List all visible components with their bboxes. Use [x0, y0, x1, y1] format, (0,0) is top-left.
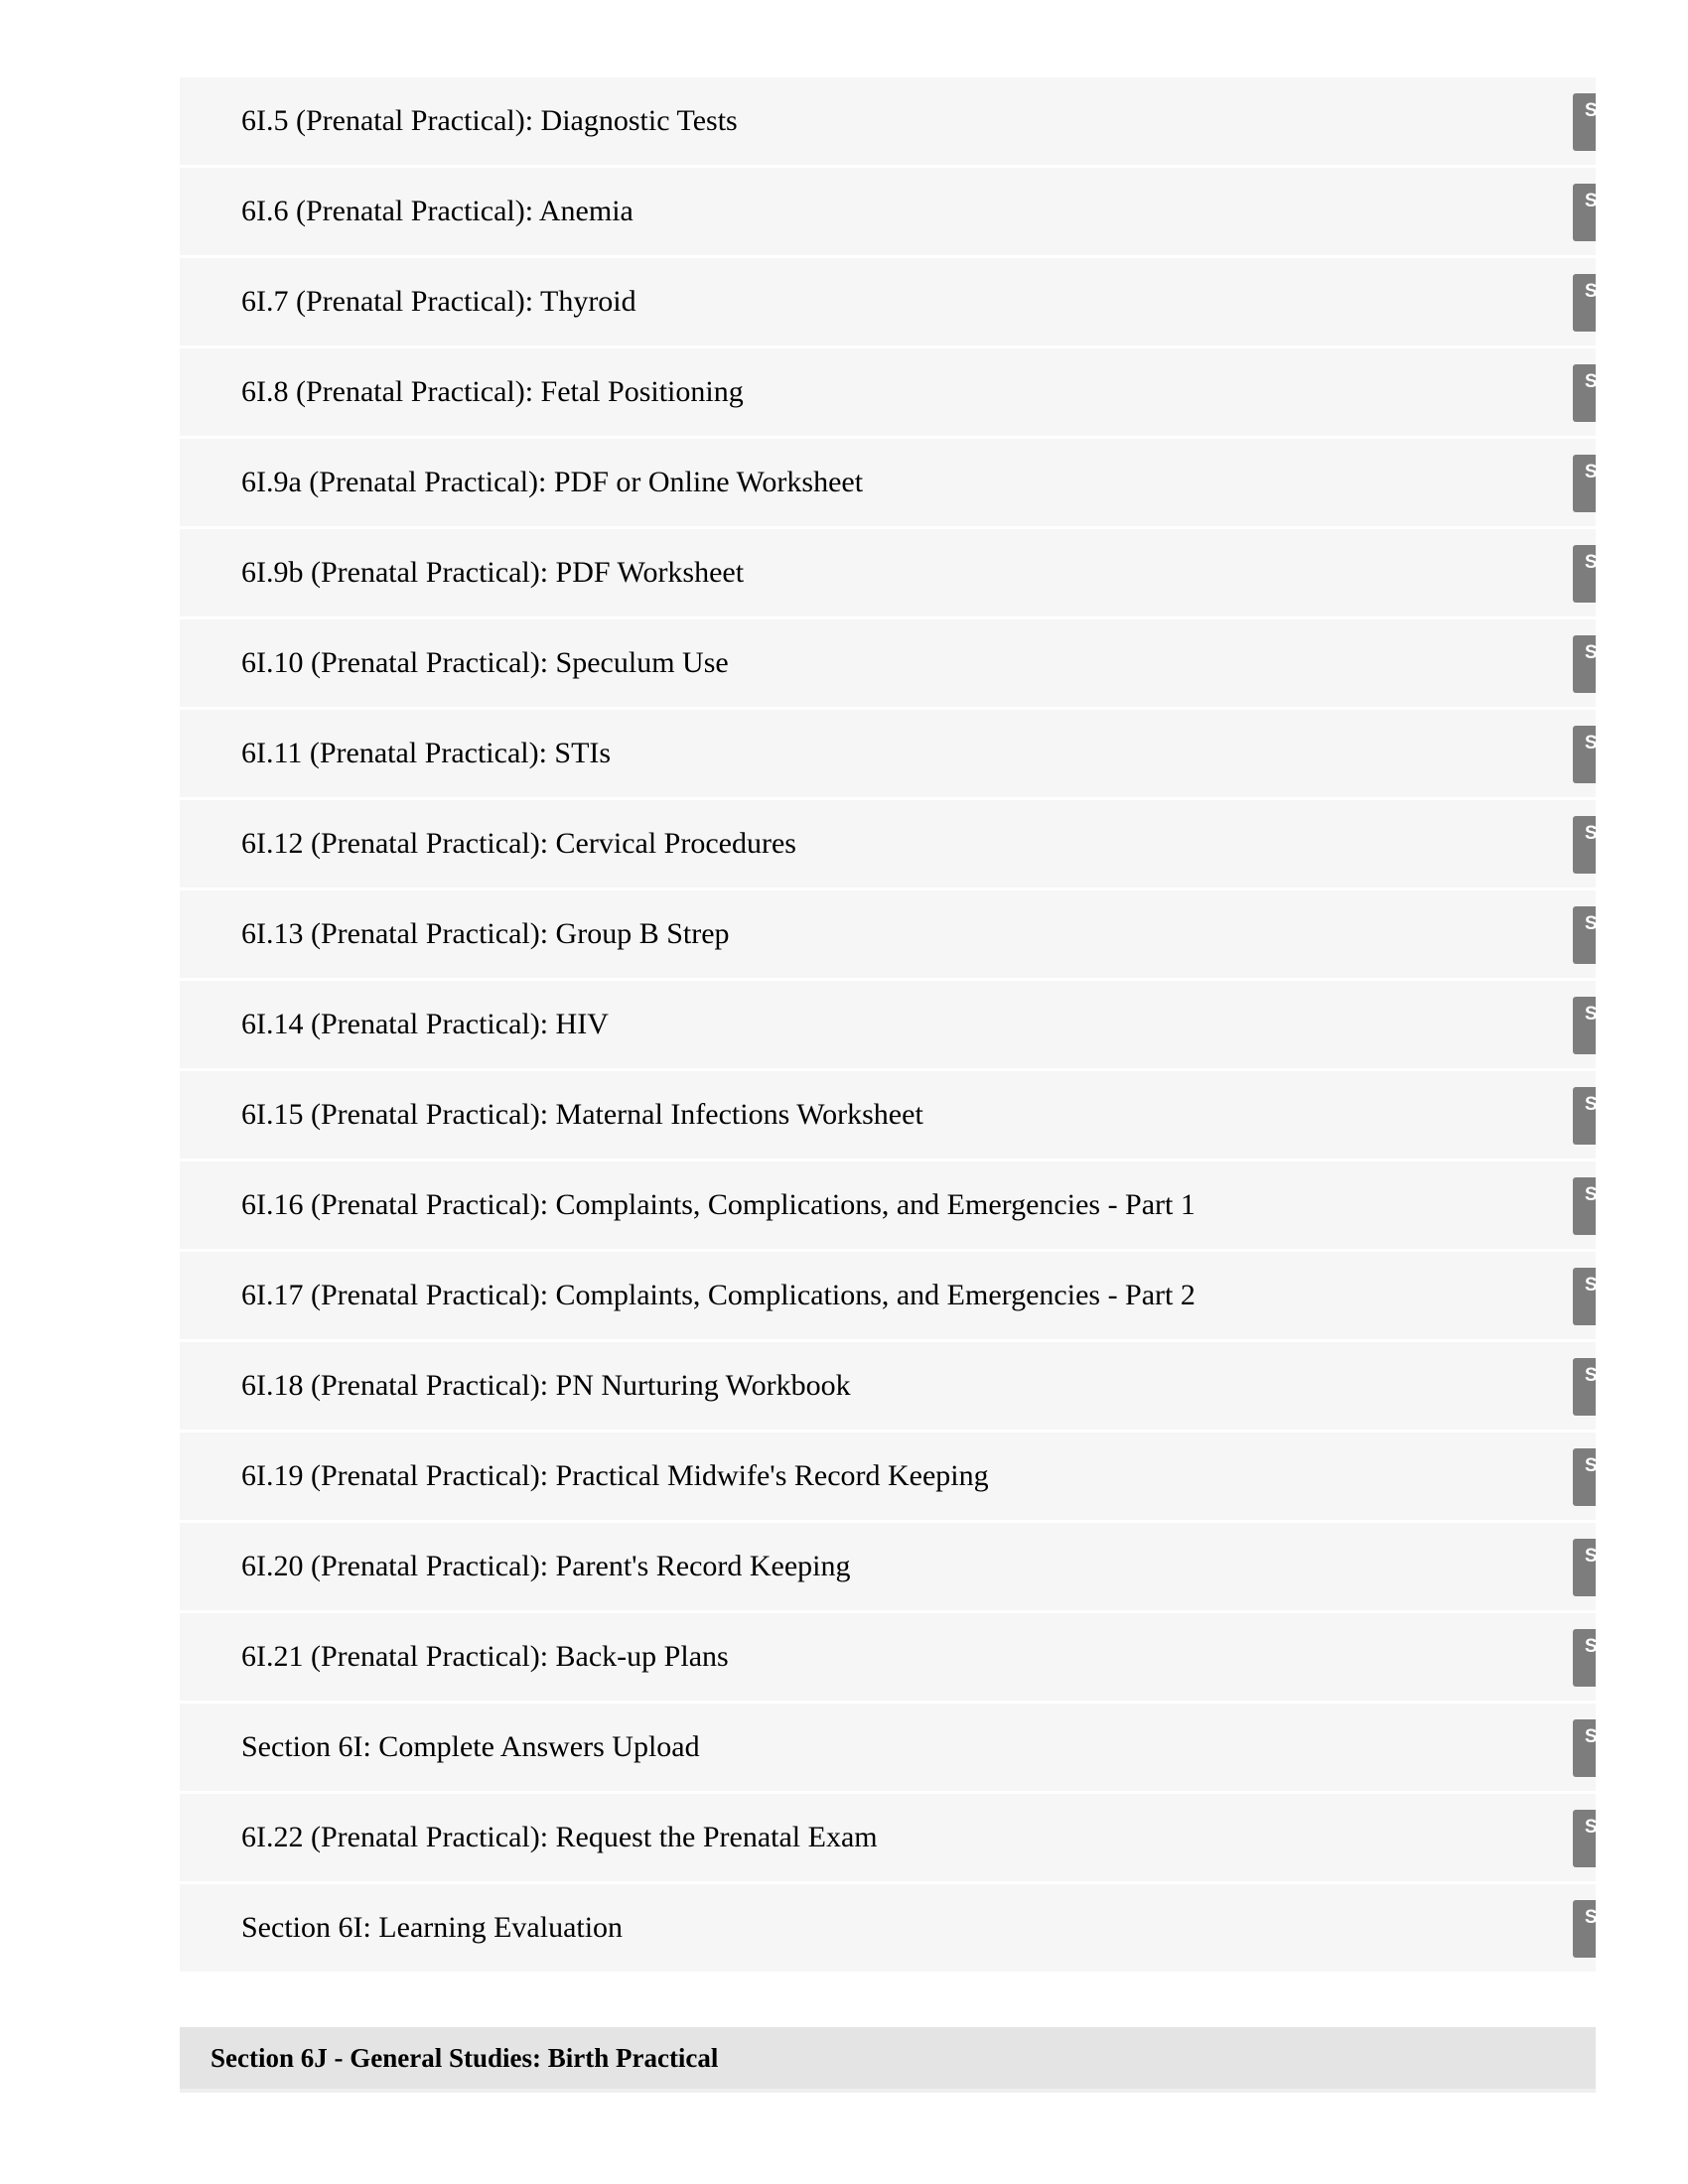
lesson-title: 6I.21 (Prenatal Practical): Back-up Plans — [241, 1640, 729, 1673]
start-button[interactable] — [1573, 184, 1628, 241]
start-button-label: Start — [1585, 642, 1628, 663]
lesson-row[interactable] — [180, 981, 1628, 1071]
start-button[interactable] — [1573, 545, 1628, 603]
start-button-label: Start — [1585, 1184, 1628, 1205]
lesson-row[interactable] — [180, 1794, 1628, 1884]
start-button[interactable] — [1573, 726, 1628, 783]
start-button[interactable] — [1573, 1719, 1628, 1777]
start-button[interactable] — [1573, 1358, 1628, 1416]
lesson-row[interactable] — [180, 1704, 1628, 1794]
lesson-title: 6I.15 (Prenatal Practical): Maternal Infections Worksheet — [241, 1098, 923, 1131]
lesson-row[interactable] — [180, 1071, 1628, 1161]
lesson-title: 6I.18 (Prenatal Practical): PN Nurturing Workbook — [241, 1369, 851, 1402]
lesson-row[interactable] — [180, 168, 1628, 258]
lesson-row[interactable] — [180, 1252, 1628, 1342]
start-button[interactable] — [1573, 1629, 1628, 1687]
start-button[interactable] — [1573, 93, 1628, 151]
start-button[interactable] — [1573, 997, 1628, 1054]
lesson-title: 6I.9a (Prenatal Practical): PDF or Online Worksheet — [241, 466, 864, 498]
start-button[interactable] — [1573, 455, 1628, 512]
lesson-title: 6I.17 (Prenatal Practical): Complaints, Complications, and Emergencies - Part 2 — [241, 1279, 1196, 1311]
lesson-row[interactable] — [180, 1884, 1628, 1972]
start-button[interactable] — [1573, 1539, 1628, 1596]
start-button-label: Start — [1585, 552, 1628, 573]
start-button[interactable] — [1573, 1268, 1628, 1325]
lesson-row[interactable] — [180, 1433, 1628, 1523]
start-button-label: Start — [1585, 1004, 1628, 1024]
start-button-label: Start — [1585, 1636, 1628, 1657]
section-header-title: Section 6J - General Studies: Birth Practical — [211, 2043, 719, 2073]
start-button[interactable] — [1573, 1087, 1628, 1145]
lesson-row[interactable] — [180, 77, 1628, 168]
lesson-title: Section 6I: Complete Answers Upload — [241, 1730, 700, 1763]
lesson-row[interactable] — [180, 348, 1628, 439]
lesson-row[interactable] — [180, 890, 1628, 981]
start-button[interactable] — [1573, 1448, 1628, 1506]
start-button-label: Start — [1585, 100, 1628, 121]
start-button[interactable] — [1573, 364, 1628, 422]
lesson-row[interactable] — [180, 439, 1628, 529]
lesson-title: 6I.8 (Prenatal Practical): Fetal Positioning — [241, 375, 744, 408]
lesson-title: 6I.11 (Prenatal Practical): STIs — [241, 737, 612, 769]
start-button-label: Start — [1585, 1907, 1628, 1928]
start-button-label: Start — [1585, 1275, 1628, 1296]
start-button[interactable] — [1573, 274, 1628, 332]
start-button[interactable] — [1573, 906, 1628, 964]
start-button-label: Start — [1585, 1546, 1628, 1567]
start-button-label: Start — [1585, 1455, 1628, 1476]
lesson-title: 6I.20 (Prenatal Practical): Parent's Record Keeping — [241, 1550, 851, 1582]
start-button[interactable] — [1573, 816, 1628, 874]
lesson-row[interactable] — [180, 529, 1628, 619]
start-button-label: Start — [1585, 462, 1628, 482]
lesson-row[interactable] — [180, 258, 1628, 348]
lesson-row[interactable] — [180, 1613, 1628, 1704]
lesson-row[interactable] — [180, 619, 1628, 710]
start-button-label: Start — [1585, 733, 1628, 753]
lesson-title: 6I.12 (Prenatal Practical): Cervical Procedures — [241, 827, 796, 860]
start-button[interactable] — [1573, 1900, 1628, 1958]
start-button-label: Start — [1585, 1726, 1628, 1747]
lesson-title: 6I.7 (Prenatal Practical): Thyroid — [241, 285, 636, 318]
start-button-label: Start — [1585, 191, 1628, 211]
start-button-label: Start — [1585, 1094, 1628, 1115]
lesson-title: 6I.14 (Prenatal Practical): HIV — [241, 1008, 609, 1040]
start-button[interactable] — [1573, 635, 1628, 693]
lesson-row[interactable] — [180, 800, 1628, 890]
start-button[interactable] — [1573, 1177, 1628, 1235]
lesson-row[interactable] — [180, 1523, 1628, 1613]
lesson-title: Section 6I: Learning Evaluation — [241, 1911, 624, 1944]
start-button-label: Start — [1585, 1365, 1628, 1386]
start-button-label: Start — [1585, 823, 1628, 844]
lesson-row[interactable] — [180, 1161, 1628, 1252]
start-button-label: Start — [1585, 371, 1628, 392]
lesson-title: 6I.9b (Prenatal Practical): PDF Worksheet — [241, 556, 745, 589]
lesson-title: 6I.22 (Prenatal Practical): Request the Prenatal Exam — [241, 1821, 878, 1853]
section-header[interactable] — [180, 2027, 1596, 2089]
lesson-row[interactable] — [180, 710, 1628, 800]
start-button-label: Start — [1585, 913, 1628, 934]
lesson-list — [180, 77, 1628, 1972]
lesson-title: 6I.19 (Prenatal Practical): Practical Midwife's Record Keeping — [241, 1459, 989, 1492]
start-button-label: Start — [1585, 1817, 1628, 1838]
lesson-title: 6I.13 (Prenatal Practical): Group B Strep — [241, 917, 730, 950]
section-header-divider — [180, 2089, 1596, 2093]
lesson-row[interactable] — [180, 1342, 1628, 1433]
start-button[interactable] — [1573, 1810, 1628, 1867]
start-button-label: Start — [1585, 281, 1628, 302]
lesson-title: 6I.6 (Prenatal Practical): Anemia — [241, 195, 633, 227]
lesson-title: 6I.5 (Prenatal Practical): Diagnostic Tests — [241, 104, 738, 137]
lesson-title: 6I.10 (Prenatal Practical): Speculum Use — [241, 646, 729, 679]
lesson-title: 6I.16 (Prenatal Practical): Complaints, Complications, and Emergencies - Part 1 — [241, 1188, 1196, 1221]
